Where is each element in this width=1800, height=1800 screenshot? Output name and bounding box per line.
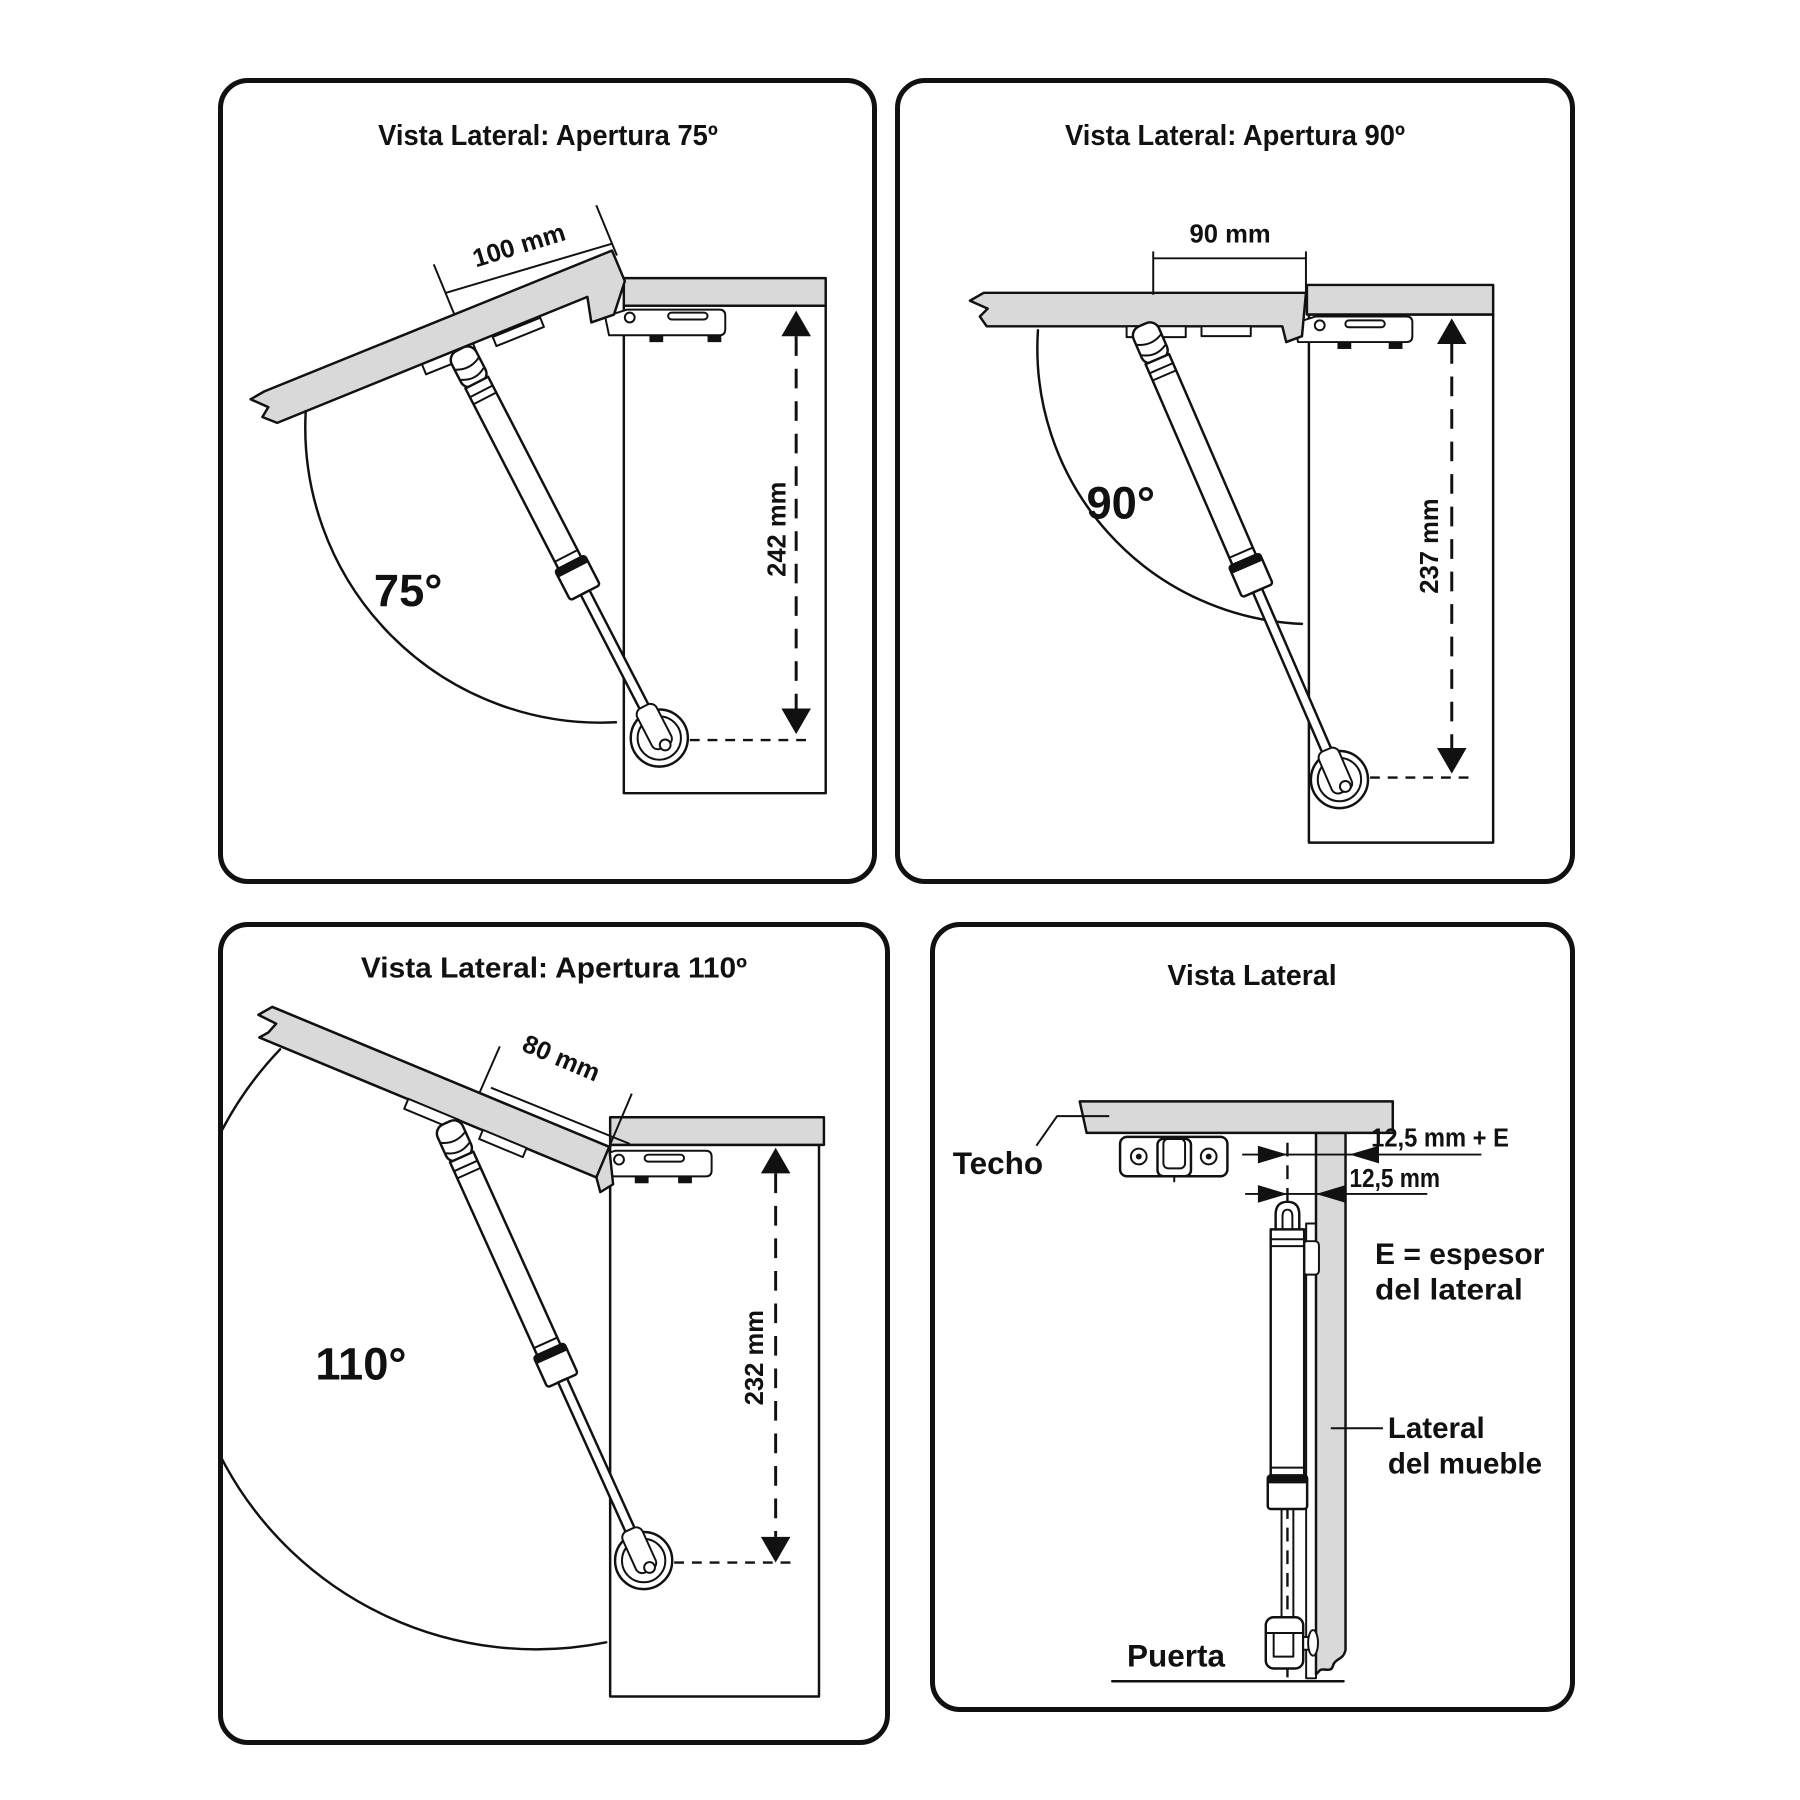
hinge-mounting-plate: [1120, 1137, 1227, 1182]
door-overhang-label: 100 mm: [469, 218, 569, 274]
cabinet-side-panel: [610, 1145, 819, 1697]
side-label-line1: Lateral: [1387, 1412, 1485, 1446]
drawing-vista-lateral: [935, 927, 1570, 1707]
thickness-note-line1: E = espesor: [1375, 1237, 1545, 1271]
height-dimension-label: 232 mm: [740, 1309, 769, 1406]
drawing-apertura-75: [223, 83, 872, 879]
cabinet-top-panel: [1307, 285, 1493, 315]
height-dimension-label: 237 mm: [1415, 498, 1444, 594]
panel-vista-lateral: [930, 922, 1575, 1712]
drawing-apertura-90: [900, 83, 1570, 879]
door-label: Puerta: [1126, 1637, 1226, 1674]
panel-apertura-110: [218, 922, 890, 1745]
door-panel: [258, 1007, 613, 1192]
drawing-apertura-110: [223, 927, 885, 1740]
thickness-note: [1375, 1238, 1545, 1306]
panel-apertura-75: [218, 78, 877, 884]
cabinet-top-panel: [610, 1117, 824, 1145]
panel-title: Vista Lateral: [1167, 960, 1337, 993]
cabinet-side-lateral: [1316, 1133, 1346, 1674]
ceiling-label: Techo: [952, 1145, 1044, 1182]
door-overhang-dimension: [1153, 221, 1306, 295]
side-callout: [1331, 1412, 1542, 1480]
door-top-tab: [1303, 1241, 1319, 1274]
strut-top-hook: [1276, 1202, 1300, 1232]
opening-angle-label: 90°: [1086, 477, 1155, 529]
opening-angle-label: 110°: [315, 1338, 407, 1390]
door-overhang-label: 80 mm: [518, 1029, 604, 1088]
door-edge: [1306, 1223, 1316, 1678]
cabinet-top-panel: [624, 278, 826, 306]
panel-title: Vista Lateral: Apertura 75º: [378, 120, 718, 153]
offset-bottom-label: 12,5 mm: [1349, 1165, 1441, 1194]
side-label-line2: del mueble: [1387, 1447, 1543, 1481]
thickness-note-line2: del lateral: [1375, 1273, 1523, 1307]
panel-apertura-90: [895, 78, 1575, 884]
offset-top-label: 12,5 mm + E: [1371, 1124, 1509, 1153]
ceiling-panel: [1080, 1101, 1393, 1133]
height-dimension-label: 242 mm: [763, 481, 792, 577]
opening-angle-label: 75°: [373, 565, 443, 617]
door-overhang-label: 90 mm: [1189, 220, 1271, 249]
panel-title: Vista Lateral: Apertura 110º: [360, 952, 748, 985]
panel-title: Vista Lateral: Apertura 90º: [1065, 120, 1405, 153]
